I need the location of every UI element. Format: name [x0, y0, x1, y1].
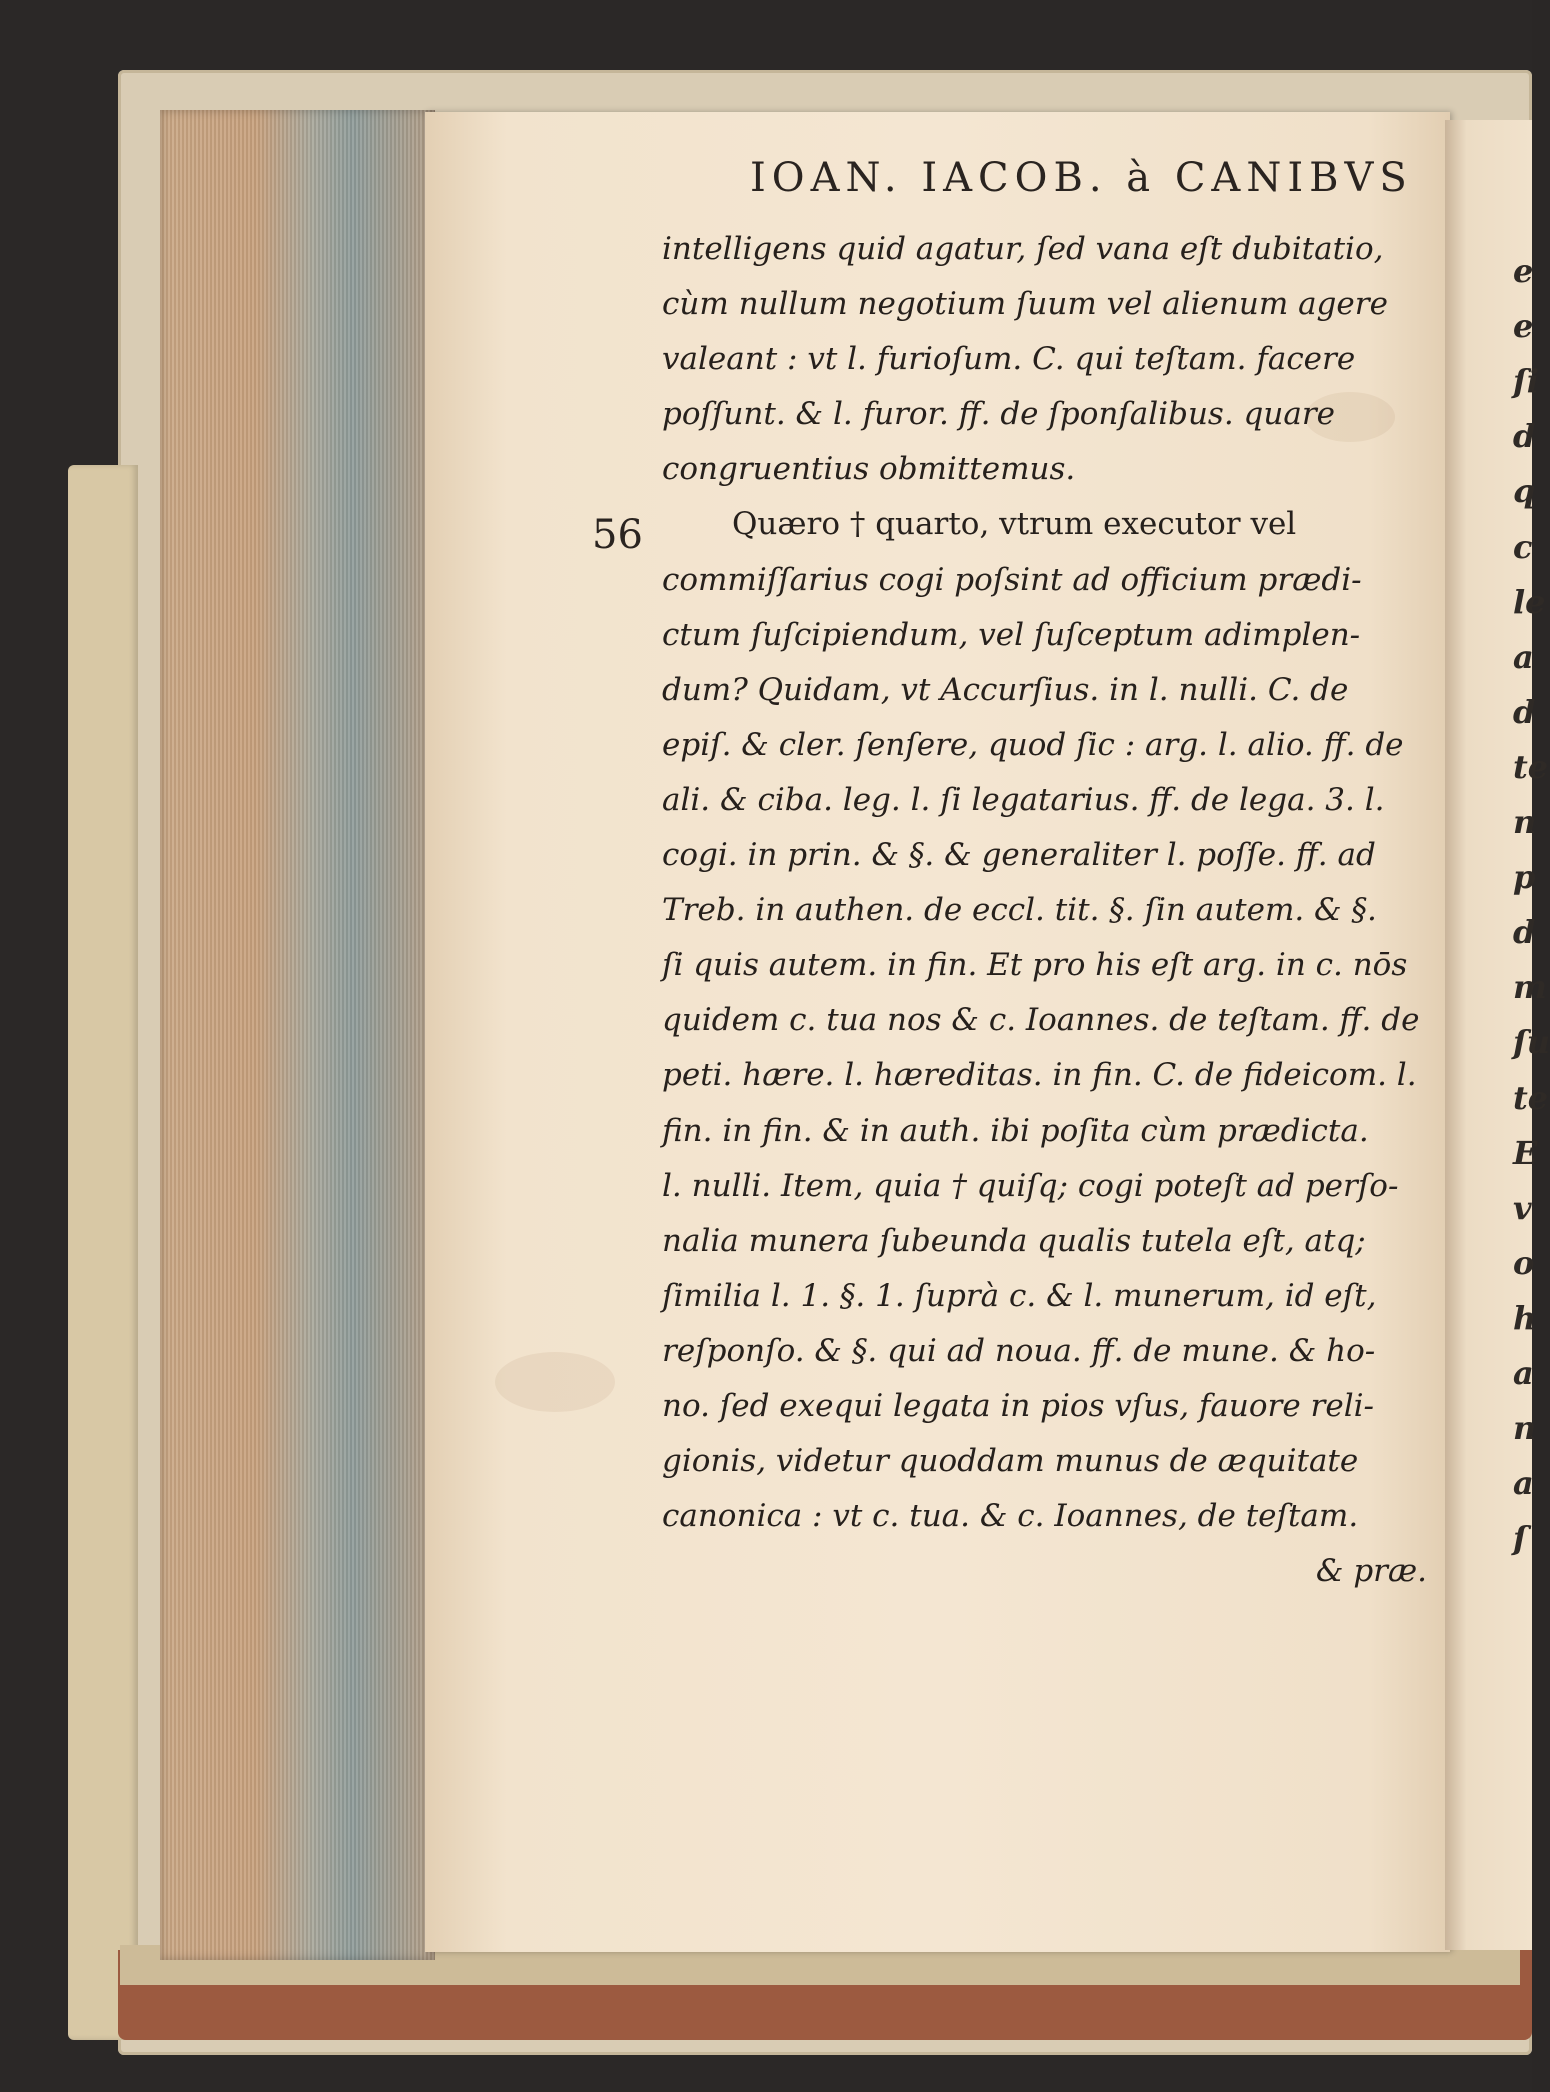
- text-line: reſponſo. & §. qui ad noua. ff. de mune. & ho-: [662, 1332, 1376, 1369]
- flyleaf: [68, 465, 138, 2040]
- page-fore-edge: [160, 110, 435, 1960]
- text-line: congruentius obmittemus.: [662, 451, 1076, 488]
- text-line: ſimilia l. 1. §. 1. ſuprà c. & l. munerum, id eſt,: [662, 1277, 1377, 1314]
- text-line: ali. & ciba. leg. l. ſi legatarius. ff. de lega. 3. l.: [662, 781, 1385, 818]
- text-line: commiſſarius cogi poſsint ad officium prædi-: [662, 561, 1362, 598]
- text-line: fin. in fin. & in auth. ibi poſita cùm prædicta.: [662, 1112, 1369, 1149]
- next-page-edge-letter: le: [1513, 582, 1546, 621]
- next-page-edge-letter: ſi: [1513, 362, 1539, 401]
- text-line: poſſunt. & l. furor. ff. de ſponſalibus. quare: [662, 396, 1335, 433]
- catchword: & præ.: [1315, 1553, 1427, 1590]
- next-page-edge-letter: m: [1513, 968, 1547, 1007]
- text-line: Treb. in authen. de eccl. tit. §. ſin autem. & §.: [662, 892, 1377, 929]
- next-page-edge-letter: n: [1513, 1409, 1537, 1448]
- text-line: valeant : vt l. furioſum. C. qui teſtam. facere: [662, 341, 1356, 378]
- next-page-edge-letter: o: [1513, 1243, 1535, 1282]
- next-page-edge-letter: a: [1513, 637, 1534, 676]
- next-page-edge-letter: h: [1513, 1298, 1537, 1337]
- next-page-edge-letter: c: [1513, 527, 1533, 566]
- text-line: quidem c. tua nos & c. Ioannes. de teſtam. ff. de: [662, 1002, 1420, 1039]
- text-line: ctum ſuſcipiendum, vel ſuſceptum adimplen-: [662, 616, 1361, 653]
- next-page-edge-letter: te: [1513, 747, 1549, 786]
- margin-number: 56: [592, 512, 643, 558]
- next-page-edge-letter: d: [1513, 913, 1536, 952]
- next-page-edge-letter: E: [1513, 1133, 1538, 1172]
- running-head: IOAN. IACOB. à CANIBVS: [750, 155, 1413, 201]
- next-page-edge-letter: q: [1513, 472, 1536, 511]
- next-page-edge-letter: ſu: [1513, 1023, 1550, 1062]
- next-page-edge-letter: d: [1513, 692, 1536, 731]
- next-page-edge-letter: n: [1513, 803, 1537, 841]
- next-page-edge-letter: e: [1513, 252, 1534, 290]
- next-page-edge-letter: d: [1513, 417, 1536, 456]
- text-line: ſi quis autem. in fin. Et pro his eſt arg. in c. nōs: [662, 947, 1408, 984]
- text-line: dum? Quidam, vt Accurſius. in l. nulli. C. de: [662, 671, 1349, 708]
- text-line: no. ſed exequi legata in pios vſus, fauore reli-: [662, 1387, 1375, 1424]
- text-line: gionis, videtur quoddam munus de æquitate: [662, 1443, 1359, 1480]
- right-page-edge: [1445, 120, 1550, 1950]
- text-line: nalia munera ſubeunda qualis tutela eſt, atq;: [662, 1222, 1366, 1259]
- text-line: cùm nullum negotium ſuum vel alienum agere: [662, 286, 1388, 323]
- next-page-edge-letter: v: [1513, 1188, 1532, 1227]
- next-page-edge-letter: e: [1513, 307, 1534, 346]
- text-line: cogi. in prin. & §. & generaliter l. poſſe. ff. ad: [662, 837, 1376, 874]
- text-line: canonica : vt c. tua. & c. Ioannes, de teſtam.: [662, 1498, 1359, 1535]
- text-line: intelligens quid agatur, ſed vana eſt dubitatio,: [662, 231, 1384, 267]
- text-line: peti. hære. l. hæreditas. in fin. C. de fideicom. l.: [662, 1057, 1417, 1094]
- next-page-edge-letter: a: [1513, 1464, 1534, 1503]
- next-page-edge-letter: ſ: [1513, 1519, 1527, 1558]
- next-page-edge-letter: te: [1513, 1078, 1549, 1117]
- next-page-edge-letter: p: [1513, 858, 1536, 897]
- text-line-paragraph-start: Quæro † quarto, vtrum executor vel: [732, 506, 1297, 543]
- text-line: epiſ. & cler. ſenſere, quod ſic : arg. l. alio. ff. de: [662, 726, 1404, 763]
- text-line: l. nulli. Item, quia † quiſq; cogi poteſt ad perſo-: [662, 1167, 1399, 1204]
- body-text: [662, 222, 1427, 1599]
- foxing-stain: [495, 1352, 615, 1412]
- next-page-edge-letter: a: [1513, 1354, 1534, 1392]
